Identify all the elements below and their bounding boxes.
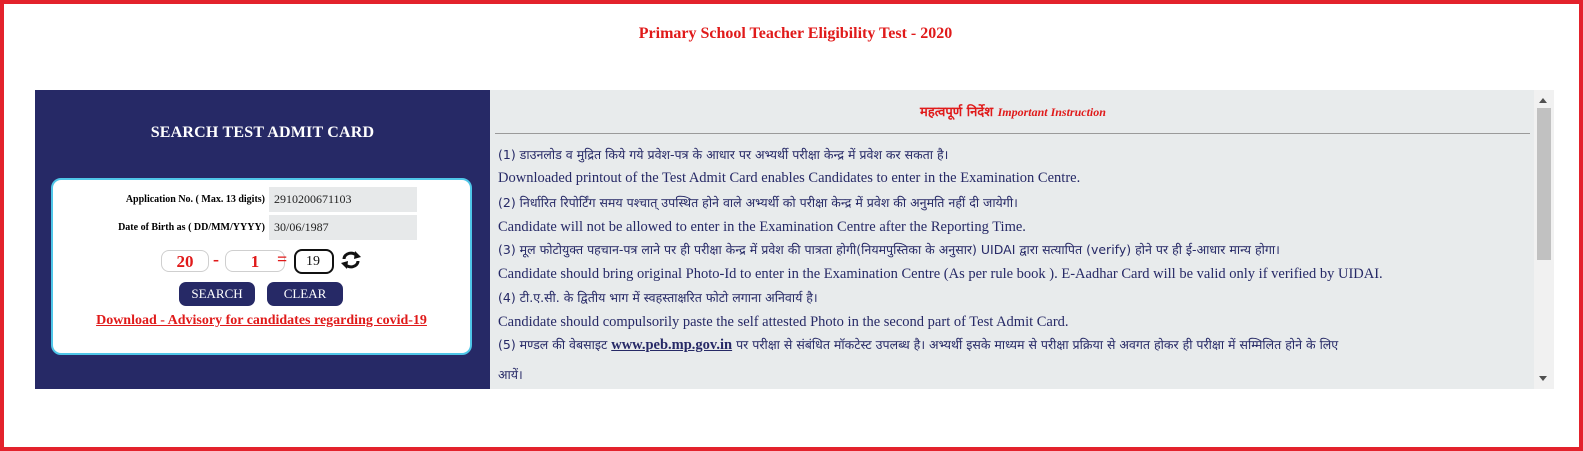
instruction-3-hindi: (3) मूल फोटोयुक्त पहचान-पत्र लाने पर ही परीक्षा केन्द्र में प्रवेश की पात्रता होगी(नियमपुस्तिका के अनुसार) UIDAI द्वारा सत्यापित (verify) होने पर ही ई-आधार मान्य होगा। [498,242,1280,257]
covid-advisory-link[interactable]: Download - Advisory for candidates regarding covid-19 [96,313,427,328]
instruction-4-english: Candidate should compulsorily paste the self attested Photo in the second part of Test Admit Card. [498,314,1069,330]
instruction-2-hindi: (2) निर्धारित रिपोर्टिंग समय पश्चात् उपस्थित होने वाले अभ्यर्थी को परीक्षा केन्द्र में प्रवेश की अनुमति नहीं दी जायेगी। [498,195,1018,210]
instructions-heading-hindi: महत्वपूर्ण निर्देश [920,105,994,120]
search-form-card [51,178,472,355]
captcha-first-number: 20 [161,250,209,272]
search-panel [35,90,490,389]
instruction-5-continued: आयें। [498,367,523,382]
instruction-5-suffix: पर परीक्षा से संबंधित मॉकटेस्ट उपलब्ध है। अभ्यर्थी इसके माध्यम से परीक्षा प्रक्रिया से अवगत होकर ही परीक्षा में सम्मिलित होने के लिए [732,337,1339,352]
captcha-equals: = [277,249,288,269]
captcha-second-number: 1 [225,250,285,272]
instruction-3-english: Candidate should bring original Photo-Id to enter in the Examination Centre (As per rule book ). E-Aadhar Card will be valid only if verified by UIDAI. [498,266,1383,282]
refresh-icon[interactable] [340,250,362,270]
instructions-panel [490,90,1554,389]
search-heading: SEARCH TEST ADMIT CARD [150,124,375,141]
instructions-heading-english: Important Instruction [997,105,1106,119]
instruction-2-english: Candidate will not be allowed to enter in the Examination Centre after the Reporting Time. [498,219,1026,235]
instruction-4-hindi: (4) टी.ए.सी. के द्वितीय भाग में स्वहस्ताक्षरित फोटो लगाना अनिवार्य है। [498,290,818,305]
scrollbar-thumb[interactable] [1537,108,1551,260]
dob-label: Date of Birth as ( DD/MM/YYYY) [118,222,265,233]
captcha-answer-input[interactable]: 19 [294,249,334,274]
peb-website-link[interactable]: www.peb.mp.gov.in [611,337,733,353]
application-number-input[interactable] [269,187,417,212]
captcha-operator: - [213,249,219,269]
instruction-5-prefix: (5) मण्डल की वेबसाइट [498,337,612,352]
search-button[interactable]: SEARCH [179,282,255,306]
scroll-down-arrow-icon[interactable] [1539,376,1547,381]
dob-input[interactable] [269,215,417,240]
vertical-scrollbar[interactable] [1534,90,1554,389]
instruction-5-hindi [498,336,1338,354]
scroll-up-arrow-icon[interactable] [1539,98,1547,103]
instruction-1-english: Downloaded printout of the Test Admit Card enables Candidates to enter in the Examination Centre. [498,170,1081,186]
clear-button[interactable]: CLEAR [267,282,343,306]
instruction-1-hindi: (1) डाउनलोड व मुद्रित किये गये प्रवेश-पत्र के आधार पर अभ्यर्थी परीक्षा केन्द्र में प्रवेश कर सकता है। [498,147,949,162]
instructions-heading [490,102,1536,120]
divider [495,133,1530,134]
application-number-label: Application No. ( Max. 13 digits) [125,194,265,205]
page-title: Primary School Teacher Eligibility Test - 2020 [638,25,953,42]
